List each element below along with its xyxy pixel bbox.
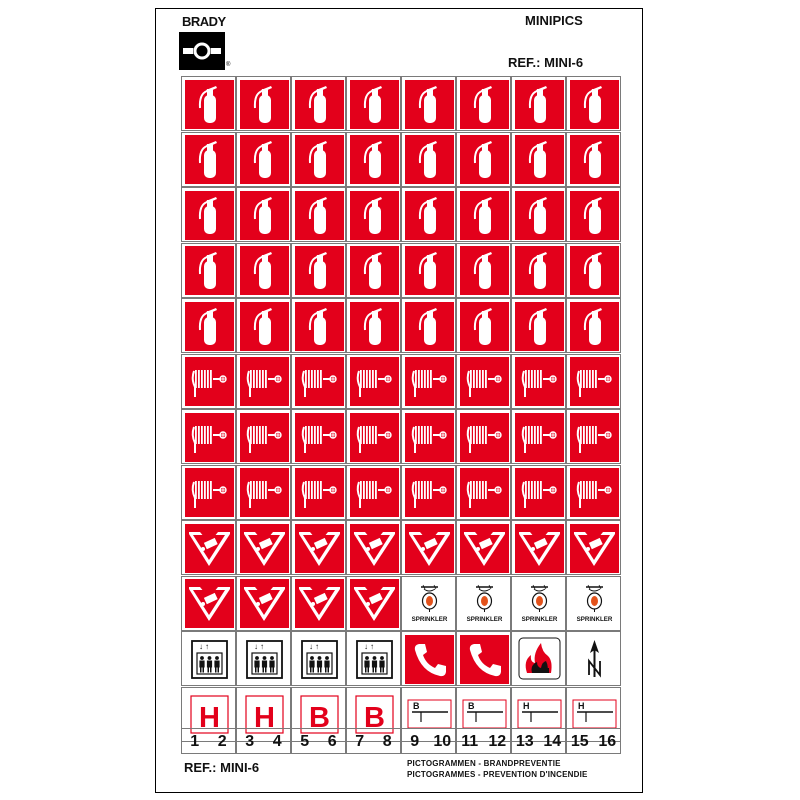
extinguisher-label-cell: [511, 132, 566, 187]
extinguisher-icon: [405, 135, 454, 184]
extinguisher-label-cell: [401, 187, 456, 242]
sprinkler-label-cell: [511, 576, 566, 631]
sprinkler-icon: [515, 579, 564, 628]
fire-hose-reel-label-cell: [181, 354, 236, 409]
extinguisher-label-cell: [456, 132, 511, 187]
extinguisher-icon: [460, 246, 509, 295]
fire-hose-reel-icon: [185, 413, 234, 462]
extinguisher-label-cell: [511, 298, 566, 353]
fire-hose-reel-label-cell: [291, 409, 346, 464]
brady-logo-icon: [179, 32, 225, 70]
number-label: 10: [433, 733, 452, 750]
number-label: 4: [272, 733, 282, 750]
sprinkler-label: SPRINKLER: [521, 616, 557, 623]
fire-equipment-arrow-label-cell: [291, 520, 346, 575]
extinguisher-icon: [185, 246, 234, 295]
extinguisher-label-cell: [401, 76, 456, 131]
extinguisher-icon: [515, 135, 564, 184]
fire-equipment-arrow-icon: [350, 524, 399, 573]
fire-hose-reel-icon: [350, 413, 399, 462]
extinguisher-label-cell: [181, 243, 236, 298]
pipe-letter: H: [577, 701, 584, 711]
number-label: 13: [515, 733, 534, 750]
fire-hose-reel-icon: [405, 357, 454, 406]
extinguisher-icon: [350, 191, 399, 240]
fire-hose-reel-label-cell: [401, 465, 456, 520]
sprinkler-label-cell: [456, 576, 511, 631]
fire-hose-reel-label-cell: [346, 354, 401, 409]
extinguisher-icon: [240, 135, 289, 184]
fire-phone-icon: [405, 635, 454, 684]
fire-equipment-arrow-label-cell: [456, 520, 511, 575]
number-label: 9: [410, 733, 420, 750]
number-label: 8: [382, 733, 392, 750]
extinguisher-icon: [350, 80, 399, 129]
fire-phone-label-cell: [456, 631, 511, 686]
extinguisher-label-cell: [346, 76, 401, 131]
sprinkler-label: SPRINKLER: [576, 616, 612, 623]
extinguisher-icon: [295, 191, 344, 240]
extinguisher-label-cell: [456, 187, 511, 242]
extinguisher-icon: [515, 302, 564, 351]
fire-hose-reel-icon: [570, 357, 619, 406]
extinguisher-label-cell: [401, 132, 456, 187]
extinguisher-label-cell: [401, 298, 456, 353]
fire-equipment-arrow-icon: [460, 524, 509, 573]
number-label: 7: [355, 733, 365, 750]
svg-text:↓: ↓: [198, 641, 203, 651]
number-label: 3: [245, 733, 255, 750]
extinguisher-icon: [405, 302, 454, 351]
fire-hose-reel-label-cell: [456, 409, 511, 464]
hydrant-letter: H: [253, 702, 275, 734]
sprinkler-label: SPRINKLER: [466, 616, 502, 623]
extinguisher-icon: [295, 246, 344, 295]
fire-hose-reel-label-cell: [291, 465, 346, 520]
extinguisher-label-cell: [181, 187, 236, 242]
north-arrow-icon: [570, 635, 619, 684]
extinguisher-label-cell: [236, 243, 291, 298]
fire-hose-reel-label-cell: [181, 409, 236, 464]
fire-hose-reel-icon: [240, 413, 289, 462]
extinguisher-label-cell: [181, 76, 236, 131]
extinguisher-icon: [405, 80, 454, 129]
fire-hose-reel-icon: [350, 468, 399, 517]
fire-phone-label-cell: [401, 631, 456, 686]
svg-text:↓: ↓: [363, 641, 368, 651]
pictogram-grid: [181, 76, 621, 756]
svg-text:↑: ↑: [369, 641, 374, 651]
fire-hose-reel-icon: [515, 468, 564, 517]
fire-hose-reel-label-cell: [456, 354, 511, 409]
fire-equipment-arrow-icon: [405, 524, 454, 573]
fire-equipment-arrow-icon: [515, 524, 564, 573]
fire-equipment-arrow-icon: [295, 579, 344, 628]
extinguisher-icon: [460, 135, 509, 184]
extinguisher-label-cell: [566, 243, 621, 298]
fire-hose-reel-icon: [185, 468, 234, 517]
extinguisher-icon: [240, 302, 289, 351]
fire-hose-reel-icon: [295, 413, 344, 462]
fire-hose-reel-label-cell: [566, 409, 621, 464]
fire-hose-reel-icon: [295, 468, 344, 517]
fire-hose-reel-icon: [460, 468, 509, 517]
extinguisher-icon: [185, 135, 234, 184]
fire-hose-reel-icon: [460, 357, 509, 406]
fire-equipment-arrow-label-cell: [181, 576, 236, 631]
fire-equipment-arrow-label-cell: [236, 520, 291, 575]
sprinkler-label-cell: [566, 576, 621, 631]
fire-hose-reel-icon: [515, 357, 564, 406]
extinguisher-icon: [295, 80, 344, 129]
sprinkler-icon: [460, 579, 509, 628]
extinguisher-label-cell: [291, 298, 346, 353]
fire-equipment-arrow-label-cell: [511, 520, 566, 575]
brand-name: BRADY: [182, 14, 226, 29]
extinguisher-label-cell: [511, 187, 566, 242]
fire-equipment-arrow-icon: [240, 524, 289, 573]
fire-hose-reel-icon: [515, 413, 564, 462]
extinguisher-label-cell: [236, 132, 291, 187]
extinguisher-icon: [240, 80, 289, 129]
extinguisher-label-cell: [456, 298, 511, 353]
number-label: 12: [488, 733, 507, 750]
fire-hose-reel-label-cell: [566, 465, 621, 520]
extinguisher-icon: [460, 80, 509, 129]
caption-french: PICTOGRAMMES - PREVENTION D'INCENDIE: [407, 770, 588, 779]
registered-mark: ®: [226, 62, 231, 68]
fire-hose-reel-label-cell: [346, 409, 401, 464]
fire-hose-reel-label-cell: [181, 465, 236, 520]
fire-lift-label-cell: [236, 631, 291, 686]
fire-equipment-arrow-icon: [570, 524, 619, 573]
extinguisher-label-cell: [511, 243, 566, 298]
fire-equipment-arrow-label-cell: [566, 520, 621, 575]
fire-lift-icon: [295, 635, 344, 684]
fire-equipment-arrow-label-cell: [181, 520, 236, 575]
svg-text:↑: ↑: [314, 641, 319, 651]
extinguisher-label-cell: [291, 76, 346, 131]
extinguisher-icon: [570, 135, 619, 184]
extinguisher-label-cell: [566, 187, 621, 242]
fire-hose-reel-label-cell: [236, 354, 291, 409]
number-label: 1: [190, 733, 200, 750]
fire-equipment-arrow-icon: [185, 524, 234, 573]
number-label: 15: [570, 733, 589, 750]
extinguisher-label-cell: [346, 187, 401, 242]
sprinkler-label: SPRINKLER: [411, 616, 447, 623]
extinguisher-icon: [570, 246, 619, 295]
extinguisher-label-cell: [291, 132, 346, 187]
fire-hose-reel-label-cell: [511, 409, 566, 464]
fire-equipment-arrow-label-cell: [236, 576, 291, 631]
fire-hose-reel-icon: [460, 413, 509, 462]
extinguisher-icon: [570, 80, 619, 129]
extinguisher-icon: [240, 246, 289, 295]
fire-hose-reel-label-cell: [236, 465, 291, 520]
fire-hose-reel-icon: [185, 357, 234, 406]
extinguisher-label-cell: [456, 76, 511, 131]
extinguisher-label-cell: [181, 298, 236, 353]
extinguisher-label-cell: [566, 76, 621, 131]
number-label: 16: [598, 733, 617, 750]
extinguisher-label-cell: [236, 298, 291, 353]
fire-hose-reel-label-cell: [566, 354, 621, 409]
extinguisher-icon: [515, 80, 564, 129]
fire-hose-reel-label-cell: [291, 354, 346, 409]
flammable-area-label-cell: [511, 631, 566, 686]
fire-phone-icon: [460, 635, 509, 684]
extinguisher-label-cell: [566, 132, 621, 187]
reference-bottom: REF.: MINI-6: [184, 760, 260, 775]
fire-hose-reel-label-cell: [401, 409, 456, 464]
fire-lift-label-cell: [346, 631, 401, 686]
sprinkler-icon: [570, 579, 619, 628]
fire-equipment-arrow-label-cell: [346, 520, 401, 575]
north-arrow-label-cell: [566, 631, 621, 686]
extinguisher-label-cell: [566, 298, 621, 353]
fire-hose-reel-label-cell: [346, 465, 401, 520]
fire-hose-reel-label-cell: [236, 409, 291, 464]
fire-hose-reel-icon: [295, 357, 344, 406]
extinguisher-icon: [570, 191, 619, 240]
extinguisher-label-cell: [456, 243, 511, 298]
hydrant-letter: B: [308, 702, 330, 734]
extinguisher-icon: [185, 191, 234, 240]
fire-hose-reel-icon: [570, 468, 619, 517]
extinguisher-icon: [515, 191, 564, 240]
extinguisher-label-cell: [236, 76, 291, 131]
svg-text:↓: ↓: [308, 641, 313, 651]
fire-hose-reel-label-cell: [401, 354, 456, 409]
extinguisher-label-cell: [181, 132, 236, 187]
fire-hose-reel-icon: [240, 357, 289, 406]
pipe-letter: H: [522, 701, 529, 711]
fire-hose-reel-label-cell: [511, 354, 566, 409]
extinguisher-label-cell: [291, 243, 346, 298]
extinguisher-label-cell: [236, 187, 291, 242]
fire-equipment-arrow-icon: [185, 579, 234, 628]
fire-hose-reel-icon: [240, 468, 289, 517]
extinguisher-label-cell: [346, 298, 401, 353]
fire-lift-icon: [240, 635, 289, 684]
fire-hose-reel-label-cell: [511, 465, 566, 520]
hydrant-letter: H: [198, 702, 220, 734]
page-title: MINIPICS: [525, 13, 583, 28]
extinguisher-icon: [350, 302, 399, 351]
extinguisher-icon: [405, 191, 454, 240]
pipe-letter: B: [412, 701, 419, 711]
extinguisher-label-cell: [346, 132, 401, 187]
extinguisher-icon: [460, 302, 509, 351]
hydrant-letter: B: [363, 702, 385, 734]
extinguisher-icon: [240, 191, 289, 240]
extinguisher-icon: [405, 246, 454, 295]
extinguisher-icon: [185, 80, 234, 129]
fire-equipment-arrow-label-cell: [291, 576, 346, 631]
extinguisher-label-cell: [401, 243, 456, 298]
extinguisher-label-cell: [511, 76, 566, 131]
svg-text:↑: ↑: [204, 641, 209, 651]
number-label: 14: [543, 733, 562, 750]
fire-lift-label-cell: [181, 631, 236, 686]
fire-equipment-arrow-icon: [350, 579, 399, 628]
pipe-letter: B: [467, 701, 474, 711]
fire-lift-label-cell: [291, 631, 346, 686]
fire-equipment-arrow-label-cell: [346, 576, 401, 631]
number-label: 6: [327, 733, 337, 750]
extinguisher-icon: [185, 302, 234, 351]
flammable-area-icon: [515, 635, 564, 684]
fire-hose-reel-icon: [405, 413, 454, 462]
sprinkler-label-cell: [401, 576, 456, 631]
sprinkler-icon: [405, 579, 454, 628]
caption-dutch: PICTOGRAMMEN - BRANDPREVENTIE: [407, 759, 561, 768]
fire-hose-reel-icon: [405, 468, 454, 517]
fire-hose-reel-icon: [570, 413, 619, 462]
extinguisher-icon: [295, 302, 344, 351]
extinguisher-icon: [460, 191, 509, 240]
fire-equipment-arrow-icon: [295, 524, 344, 573]
fire-lift-icon: [185, 635, 234, 684]
fire-equipment-arrow-icon: [240, 579, 289, 628]
fire-hose-reel-label-cell: [456, 465, 511, 520]
fire-equipment-arrow-label-cell: [401, 520, 456, 575]
extinguisher-icon: [515, 246, 564, 295]
extinguisher-icon: [570, 302, 619, 351]
extinguisher-icon: [295, 135, 344, 184]
fire-hose-reel-icon: [350, 357, 399, 406]
extinguisher-label-cell: [346, 243, 401, 298]
svg-text:↓: ↓: [253, 641, 258, 651]
extinguisher-icon: [350, 135, 399, 184]
svg-text:↑: ↑: [259, 641, 264, 651]
extinguisher-icon: [350, 246, 399, 295]
extinguisher-label-cell: [291, 187, 346, 242]
number-label: 2: [217, 733, 227, 750]
number-label: 5: [300, 733, 310, 750]
reference-top: REF.: MINI-6: [508, 55, 584, 70]
fire-lift-icon: [350, 635, 399, 684]
number-label: 11: [461, 733, 479, 750]
